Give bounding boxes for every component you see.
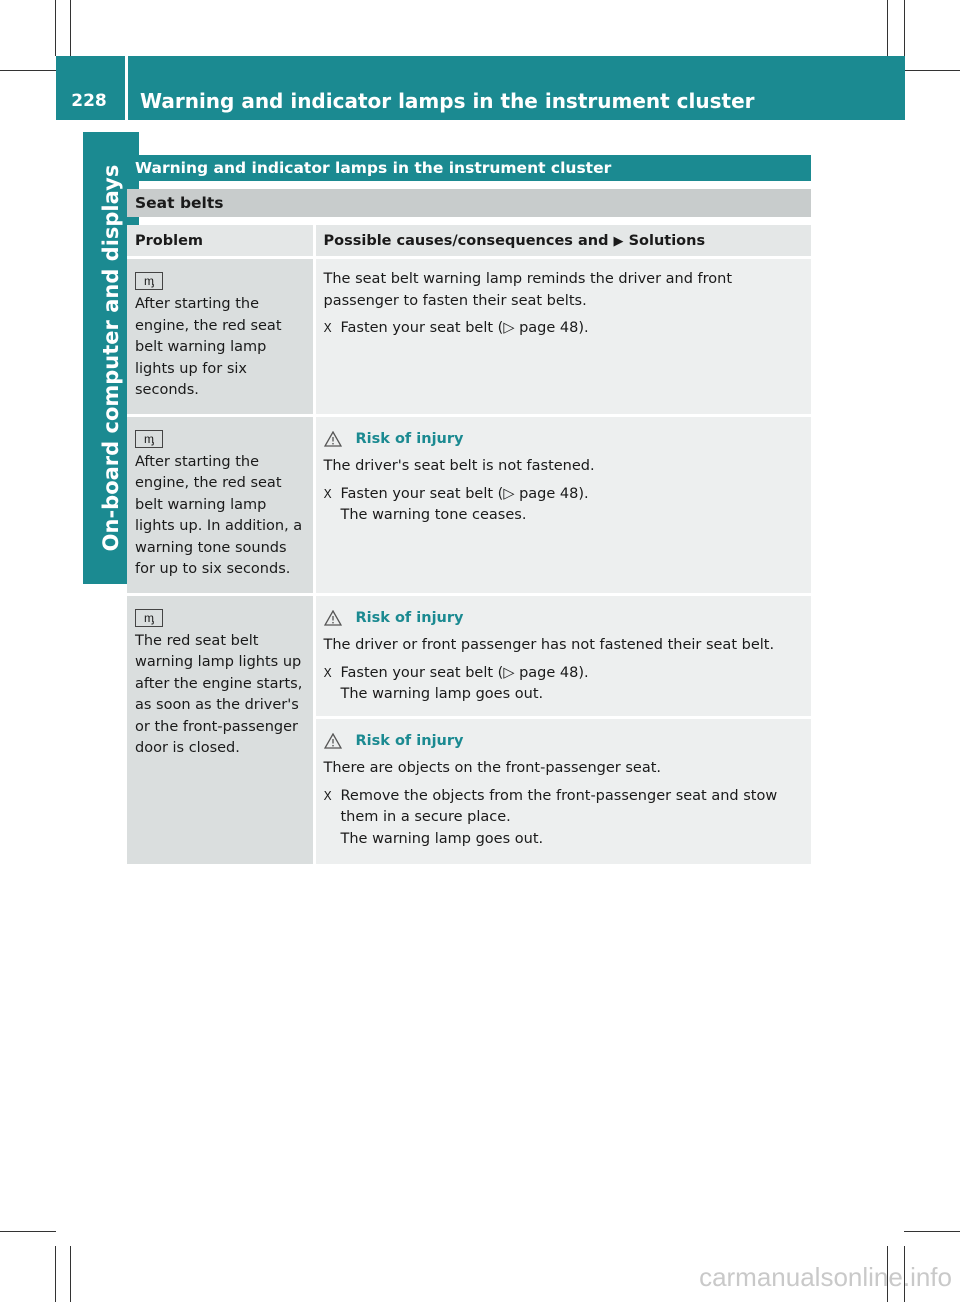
step-body [341, 663, 589, 706]
crop-mark [0, 70, 56, 71]
action-step [324, 484, 806, 527]
crop-mark [70, 1246, 71, 1302]
action-step [324, 318, 806, 340]
warning-heading [324, 731, 806, 753]
crop-mark [904, 70, 960, 71]
table-row [127, 258, 811, 416]
crop-mark [887, 0, 888, 56]
warning-label: Risk of injury [355, 732, 464, 749]
warning-heading [324, 608, 806, 630]
cause-text: There are objects on the front-passenger seat. [323, 760, 662, 776]
step-result: The warning lamp goes out. [340, 830, 544, 847]
arrow-icon: ▶ [613, 233, 624, 249]
chapter-side-label: On-board computer and displays [99, 164, 123, 552]
problem-text: After starting the engine, the red seat belt warning lamp lights up for six seconds. [135, 296, 282, 398]
warning-label: Risk of injury [355, 609, 464, 626]
solutions-suffix: Solutions [628, 232, 706, 249]
problem-cell [127, 415, 314, 594]
warning-triangle-icon [324, 610, 342, 626]
crop-mark [55, 1246, 56, 1302]
step-body [341, 484, 589, 527]
watermark: carmanualsonline.info [699, 1262, 952, 1292]
step-text: Fasten your seat belt (▷ page 48). [340, 485, 589, 502]
crop-mark [904, 1231, 960, 1232]
step-marker-icon: X [323, 486, 332, 501]
warning-triangle-icon [324, 733, 342, 749]
subsection-title: Seat belts [127, 189, 811, 217]
step-marker-icon: X [323, 665, 332, 680]
crop-mark [70, 0, 71, 56]
problem-cell [127, 258, 314, 416]
crop-mark [904, 0, 905, 56]
table-row [127, 594, 811, 866]
step-text: Fasten your seat belt (▷ page 48). [340, 320, 589, 336]
seat-belt-lamp-icon: ᶆ [135, 430, 163, 448]
page-number: 228 [71, 91, 107, 111]
main-content [127, 155, 811, 867]
problem-text: After starting the engine, the red seat belt warning lamp lights up. In addition, a warning tone sounds for up to six seconds. [135, 453, 303, 577]
step-text: Remove the objects from the front-passenger seat and stow them in a secure place. [340, 787, 778, 825]
solution-cell [314, 594, 811, 866]
section-title: Warning and indicator lamps in the instrument cluster [127, 155, 811, 181]
step-result: The warning lamp goes out. [340, 686, 544, 702]
action-step [324, 663, 806, 706]
crop-mark [0, 1231, 56, 1232]
warning-label: Risk of injury [355, 430, 464, 447]
solutions-prefix: Possible causes/consequences and [323, 232, 609, 249]
cause-text: The driver or front passenger has not fastened their seat belt. [323, 637, 775, 653]
step-marker-icon: X [323, 321, 332, 335]
header-title: Warning and indicator lamps in the instrument cluster [140, 89, 755, 113]
solution-cell [314, 258, 811, 416]
cause-text: The driver's seat belt is not fastened. [323, 458, 595, 474]
step-body [341, 786, 806, 851]
warning-heading [324, 429, 806, 451]
step-result: The warning tone ceases. [340, 507, 527, 523]
step-text: Fasten your seat belt (▷ page 48). [340, 664, 589, 681]
action-step [324, 786, 806, 851]
seat-belt-lamp-icon: ᶆ [135, 609, 163, 627]
solution-sub-block [316, 716, 812, 851]
problem-cell [127, 594, 314, 866]
cause-text: The seat belt warning lamp reminds the driver and front passenger to fasten their seat belts. [323, 271, 733, 309]
seat-belt-table [127, 225, 811, 867]
problem-text: The red seat belt warning lamp lights up after the engine starts, as soon as the driver's or the front-passenger door is closed. [135, 632, 303, 756]
step-marker-icon: X [323, 788, 332, 803]
seat-belt-lamp-icon: ᶆ [135, 272, 163, 290]
header-divider [125, 56, 128, 120]
table-header-row [127, 225, 811, 258]
column-header-problem: Problem [127, 225, 314, 258]
solution-cell [314, 415, 811, 594]
column-header-solutions [314, 225, 811, 258]
table-row [127, 415, 811, 594]
warning-triangle-icon [324, 431, 342, 447]
crop-mark [55, 0, 56, 56]
